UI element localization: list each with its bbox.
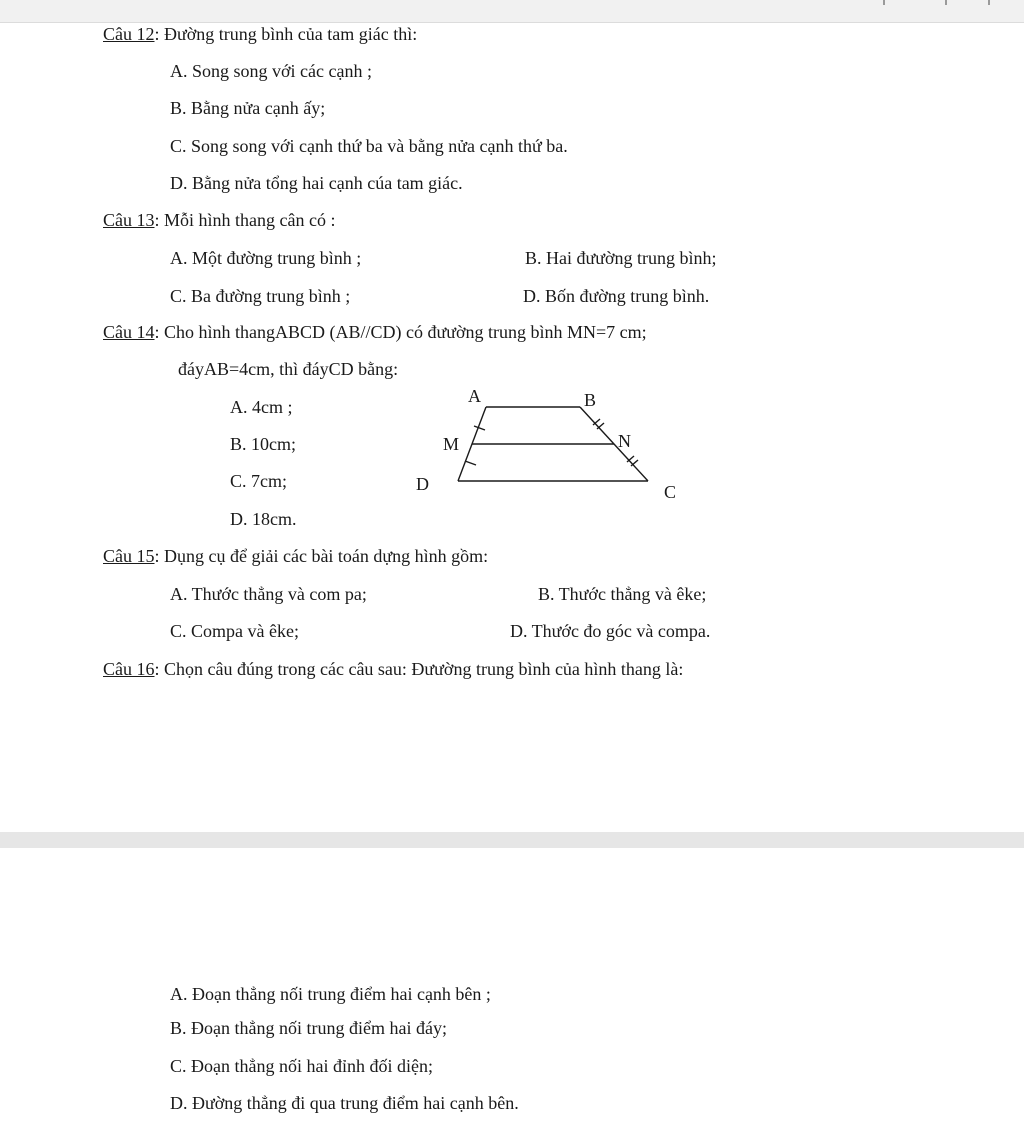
- q15-option-c: C. Compa và êke;: [170, 621, 299, 641]
- q13-option-d: D. Bốn đường trung bình.: [523, 286, 710, 306]
- q14-option-b: B. 10cm;: [230, 434, 296, 454]
- question-stem: : Dụng cụ để giải các bài toán dựng hình gồm:: [154, 546, 489, 566]
- question-label: Câu 14: [103, 322, 155, 342]
- question-label: Câu 13: [103, 210, 155, 230]
- vertex-label-a: A: [468, 386, 481, 406]
- question-label: Câu 12: [103, 24, 155, 44]
- q16-option-a: A. Đoạn thẳng nối trung điểm hai cạnh bên ;: [170, 984, 491, 1004]
- q13-option-c: C. Ba đường trung bình ;: [170, 286, 351, 306]
- question-label: Câu 16: [103, 659, 155, 679]
- q12-option-d: D. Bằng nửa tổng hai cạnh cúa tam giác.: [170, 173, 463, 193]
- q12-option-a: A. Song song với các cạnh ;: [170, 61, 372, 81]
- question-stem: : Đường trung bình của tam giác thì:: [154, 24, 418, 44]
- q15-option-b: B. Thước thẳng và êke;: [538, 584, 707, 604]
- q12-option-c: C. Song song với cạnh thứ ba và bằng nửa cạnh thứ ba.: [170, 136, 568, 156]
- q14-option-c: C. 7cm;: [230, 471, 287, 491]
- question-stem: : Chọn câu đúng trong các câu sau: Đưường trung bình của hình thang là:: [154, 659, 684, 679]
- q13-option-a: A. Một đường trung bình ;: [170, 248, 362, 268]
- tick-mark-md: [465, 461, 476, 465]
- q14-option-a: A. 4cm ;: [230, 397, 293, 417]
- point-label-n: N: [618, 431, 631, 451]
- q13-option-b: B. Hai đưường trung bình;: [525, 248, 717, 268]
- q15-option-a: A. Thước thẳng và com pa;: [170, 584, 367, 604]
- question-16-heading: [103, 658, 683, 680]
- vertex-label-b: B: [584, 390, 597, 410]
- page-break-gap: [0, 832, 1024, 848]
- tick-mark-am: [474, 426, 485, 430]
- vertex-label-d: D: [416, 474, 429, 494]
- question-label: Câu 15: [103, 546, 155, 566]
- point-label-m: M: [443, 434, 460, 454]
- question-15-heading: [103, 545, 488, 567]
- q16-option-c: C. Đoạn thẳng nối hai đỉnh đối diện;: [170, 1056, 433, 1076]
- q14-option-d: D. 18cm.: [230, 509, 297, 529]
- question-stem: : Cho hình thangABCD (AB//CD) có đưường trung bình MN=7 cm;: [154, 322, 647, 342]
- question-14-stem-continued: đáyAB=4cm, thì đáyCD bằng:: [178, 359, 399, 379]
- vertex-label-c: C: [664, 482, 677, 502]
- q16-option-d: D. Đường thẳng đi qua trung điểm hai cạnh bên.: [170, 1093, 519, 1113]
- q15-option-d: D. Thước đo góc và compa.: [510, 621, 711, 641]
- q16-option-b: B. Đoạn thẳng nối trung điểm hai đáy;: [170, 1018, 447, 1038]
- question-stem: : Mỗi hình thang cân có :: [154, 210, 336, 230]
- q12-option-b: B. Bằng nửa cạnh ấy;: [170, 98, 326, 118]
